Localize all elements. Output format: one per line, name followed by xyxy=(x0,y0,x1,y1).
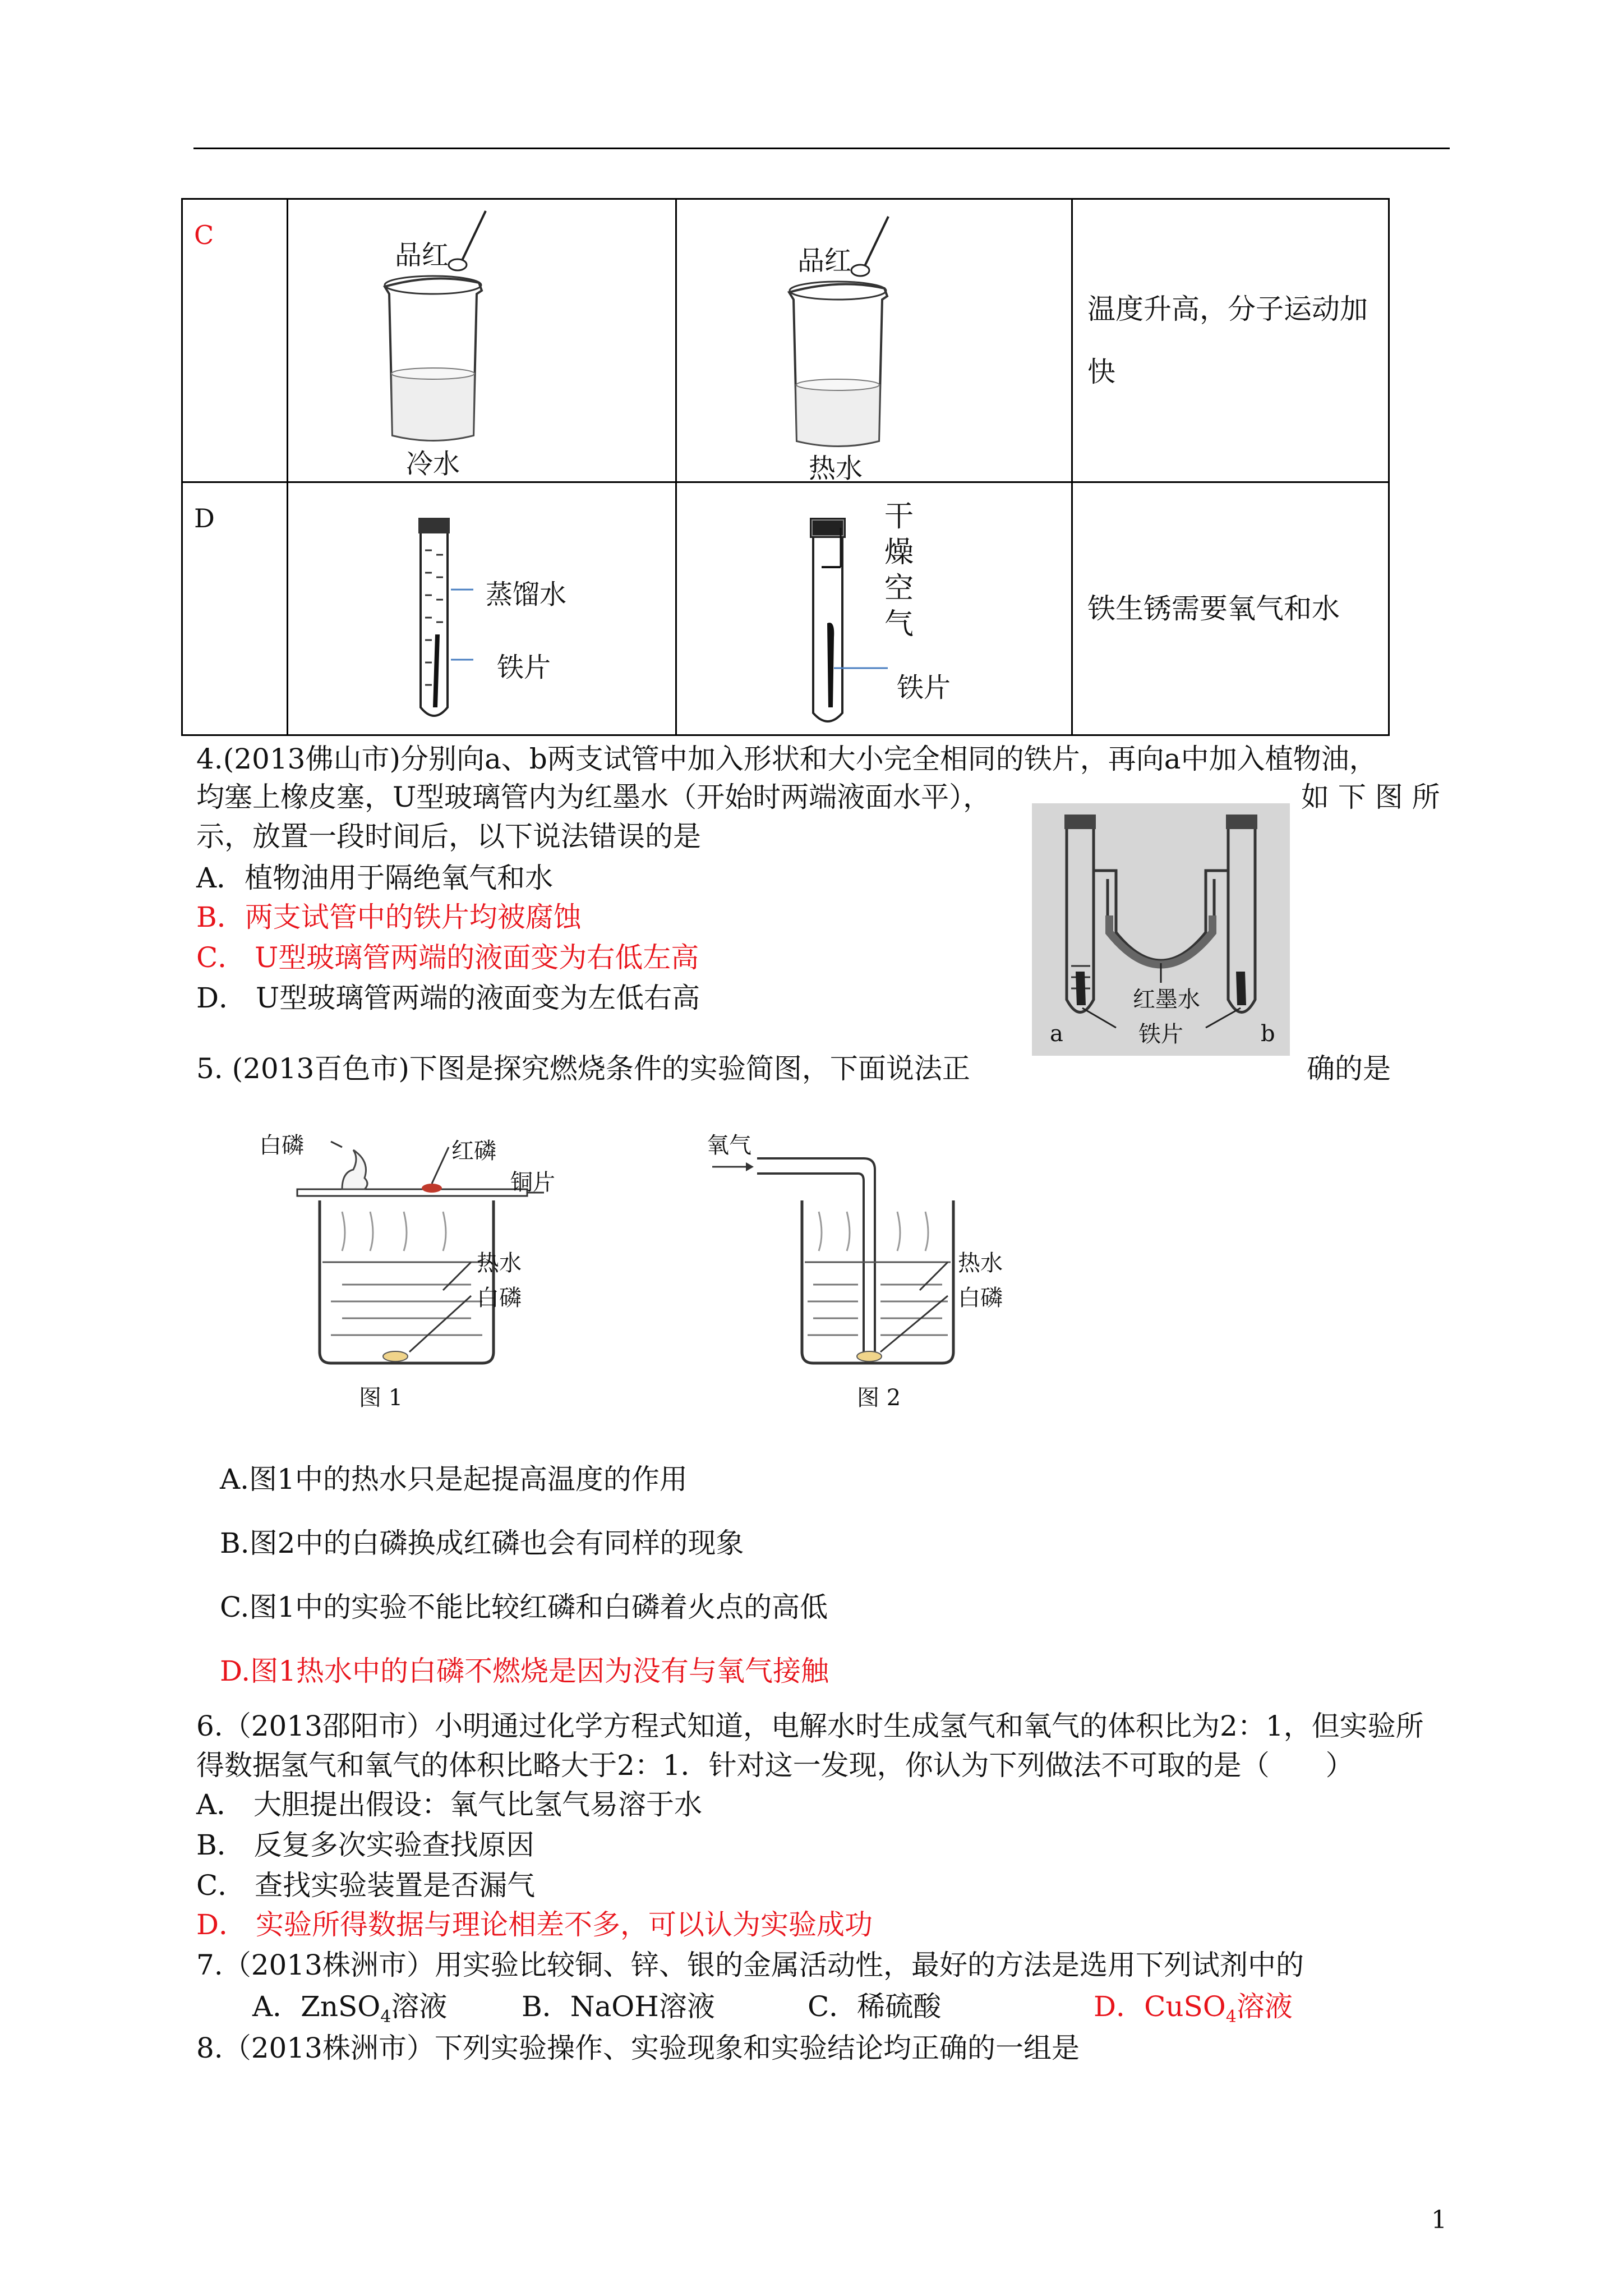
q5-f1-white-p-label: 白磷 xyxy=(259,1133,304,1158)
q4-u-tube-figure xyxy=(1032,803,1290,1056)
options-table xyxy=(181,198,1390,736)
q5-figure-1 xyxy=(258,1128,555,1419)
q5-f1-red-p-label: 红磷 xyxy=(451,1138,496,1164)
hot-water-label: 热水 xyxy=(809,453,863,484)
q5-f1-white-p2-label: 白磷 xyxy=(477,1285,522,1311)
q7-option-a: A．ZnSO$_4$溶液 xyxy=(252,1990,448,2027)
q5-f2-oxygen-label: 氧气 xyxy=(707,1133,751,1158)
q7-option-d: D．CuSO$_4$溶液 xyxy=(1094,1990,1293,2027)
test-tube-water-figure xyxy=(288,483,675,734)
q4-red-ink-label: 红墨水 xyxy=(1133,987,1200,1013)
q4-option-c: C． U型玻璃管两端的液面变为右低左高 xyxy=(196,941,699,974)
q4-option-d: D． U型玻璃管两端的液面变为左低右高 xyxy=(196,982,700,1014)
iron-strip-label-right: 铁片 xyxy=(897,672,951,703)
distilled-water-label: 蒸馏水 xyxy=(486,579,567,610)
q4-iron-label: 铁片 xyxy=(1138,1022,1183,1047)
q5-f1-hot-water-label: 热水 xyxy=(477,1250,522,1276)
q5-f2-caption: 图 2 xyxy=(857,1385,901,1411)
q6-option-d: D． 实验所得数据与理论相差不多，可以认为实验成功 xyxy=(196,1908,873,1941)
iron-strip-label-left: 铁片 xyxy=(497,652,551,683)
q5-line1-end: 确的是 xyxy=(1307,1052,1391,1085)
q7-line1: 7.（2013株洲市）用实验比较铜、锌、银的金属活动性，最好的方法是选用下列试剂中的 xyxy=(196,1949,1304,1981)
beaker-cold-figure xyxy=(288,200,675,481)
beaker-hot-figure xyxy=(677,200,1071,481)
q4-line2-end: 如 下 图 所 xyxy=(1301,781,1440,813)
q6-option-a: A． 大胆提出假设：氧气比氢气易溶于水 xyxy=(196,1788,703,1821)
q5-f2-hot-water-label: 热水 xyxy=(958,1250,1003,1276)
page-number: 1 xyxy=(1431,2206,1447,2234)
q4-line1: 4.(2013佛山市)分别向a、b两支试管中加入形状和大小完全相同的铁片，再向a中加入植物油， xyxy=(196,743,1377,775)
pinkdye-label-left: 品红 xyxy=(395,240,449,271)
pinkdye-label-right: 品红 xyxy=(797,245,852,277)
q5-figure-2 xyxy=(695,1128,1009,1419)
header-rule xyxy=(193,148,1450,149)
q7-option-b: B．NaOH溶液 xyxy=(522,1990,715,2023)
q4-line2: 均塞上橡皮塞，U型玻璃管内为红墨水（开始时两端液面水平）， xyxy=(196,781,992,813)
q5-option-d: D.图1热水中的白磷不燃烧是因为没有与氧气接触 xyxy=(220,1655,829,1687)
q5-option-a: A.图1中的热水只是起提高温度的作用 xyxy=(220,1463,688,1496)
table-row-d xyxy=(182,482,1389,735)
q5-line1: 5. (2013百色市)下图是探究燃烧条件的实验简图，下面说法正 xyxy=(196,1052,970,1085)
q4-tube-a-label: a xyxy=(1050,1021,1063,1047)
beaker-cold-cell xyxy=(288,199,676,482)
beaker-hot-cell xyxy=(676,199,1072,482)
q6-line1: 6.（2013邵阳市）小明通过化学方程式知道，电解水时生成氢气和氧气的体积比为2：1，但实验所 xyxy=(196,1710,1424,1742)
q4-tube-b-label: b xyxy=(1261,1021,1275,1047)
q5-option-c: C.图1中的实验不能比较红磷和白磷着火点的高低 xyxy=(220,1591,828,1623)
q5-f1-caption: 图 1 xyxy=(359,1385,403,1411)
row-label-d: D xyxy=(182,482,288,735)
conclusion-d: 铁生锈需要氧气和水 xyxy=(1072,482,1389,735)
q4-line3: 示，放置一段时间后，以下说法错误的是 xyxy=(196,820,701,853)
test-tube-water-cell xyxy=(288,482,676,735)
q5-f2-white-p-label: 白磷 xyxy=(958,1285,1003,1311)
test-tube-air-cell xyxy=(676,482,1072,735)
q8-line1: 8.（2013株洲市）下列实验操作、实验现象和实验结论均正确的一组是 xyxy=(196,2032,1080,2064)
table-row-c xyxy=(182,199,1389,482)
test-tube-air-figure xyxy=(677,483,1071,734)
q6-option-b: B． 反复多次实验查找原因 xyxy=(196,1829,534,1861)
q6-line2: 得数据氢气和氧气的体积比略大于2：1．针对这一发现，你认为下列做法不可取的是（ ） xyxy=(196,1749,1354,1782)
q6-option-c: C． 查找实验装置是否漏气 xyxy=(196,1869,536,1902)
q5-f1-copper-label: 铜片 xyxy=(510,1170,555,1195)
q5-option-b: B.图2中的白磷换成红磷也会有同样的现象 xyxy=(220,1527,744,1559)
row-label-c: C xyxy=(182,199,288,482)
q4-option-a: A．植物油用于隔绝氧气和水 xyxy=(196,862,554,894)
q4-option-b: B．两支试管中的铁片均被腐蚀 xyxy=(196,901,582,933)
q7-option-c: C．稀硫酸 xyxy=(808,1990,942,2023)
conclusion-c: 温度升高，分子运动加快 xyxy=(1072,199,1389,482)
dry-air-vertical-label: 干 燥 空 气 xyxy=(884,500,914,641)
cold-water-label: 冷水 xyxy=(406,448,460,480)
